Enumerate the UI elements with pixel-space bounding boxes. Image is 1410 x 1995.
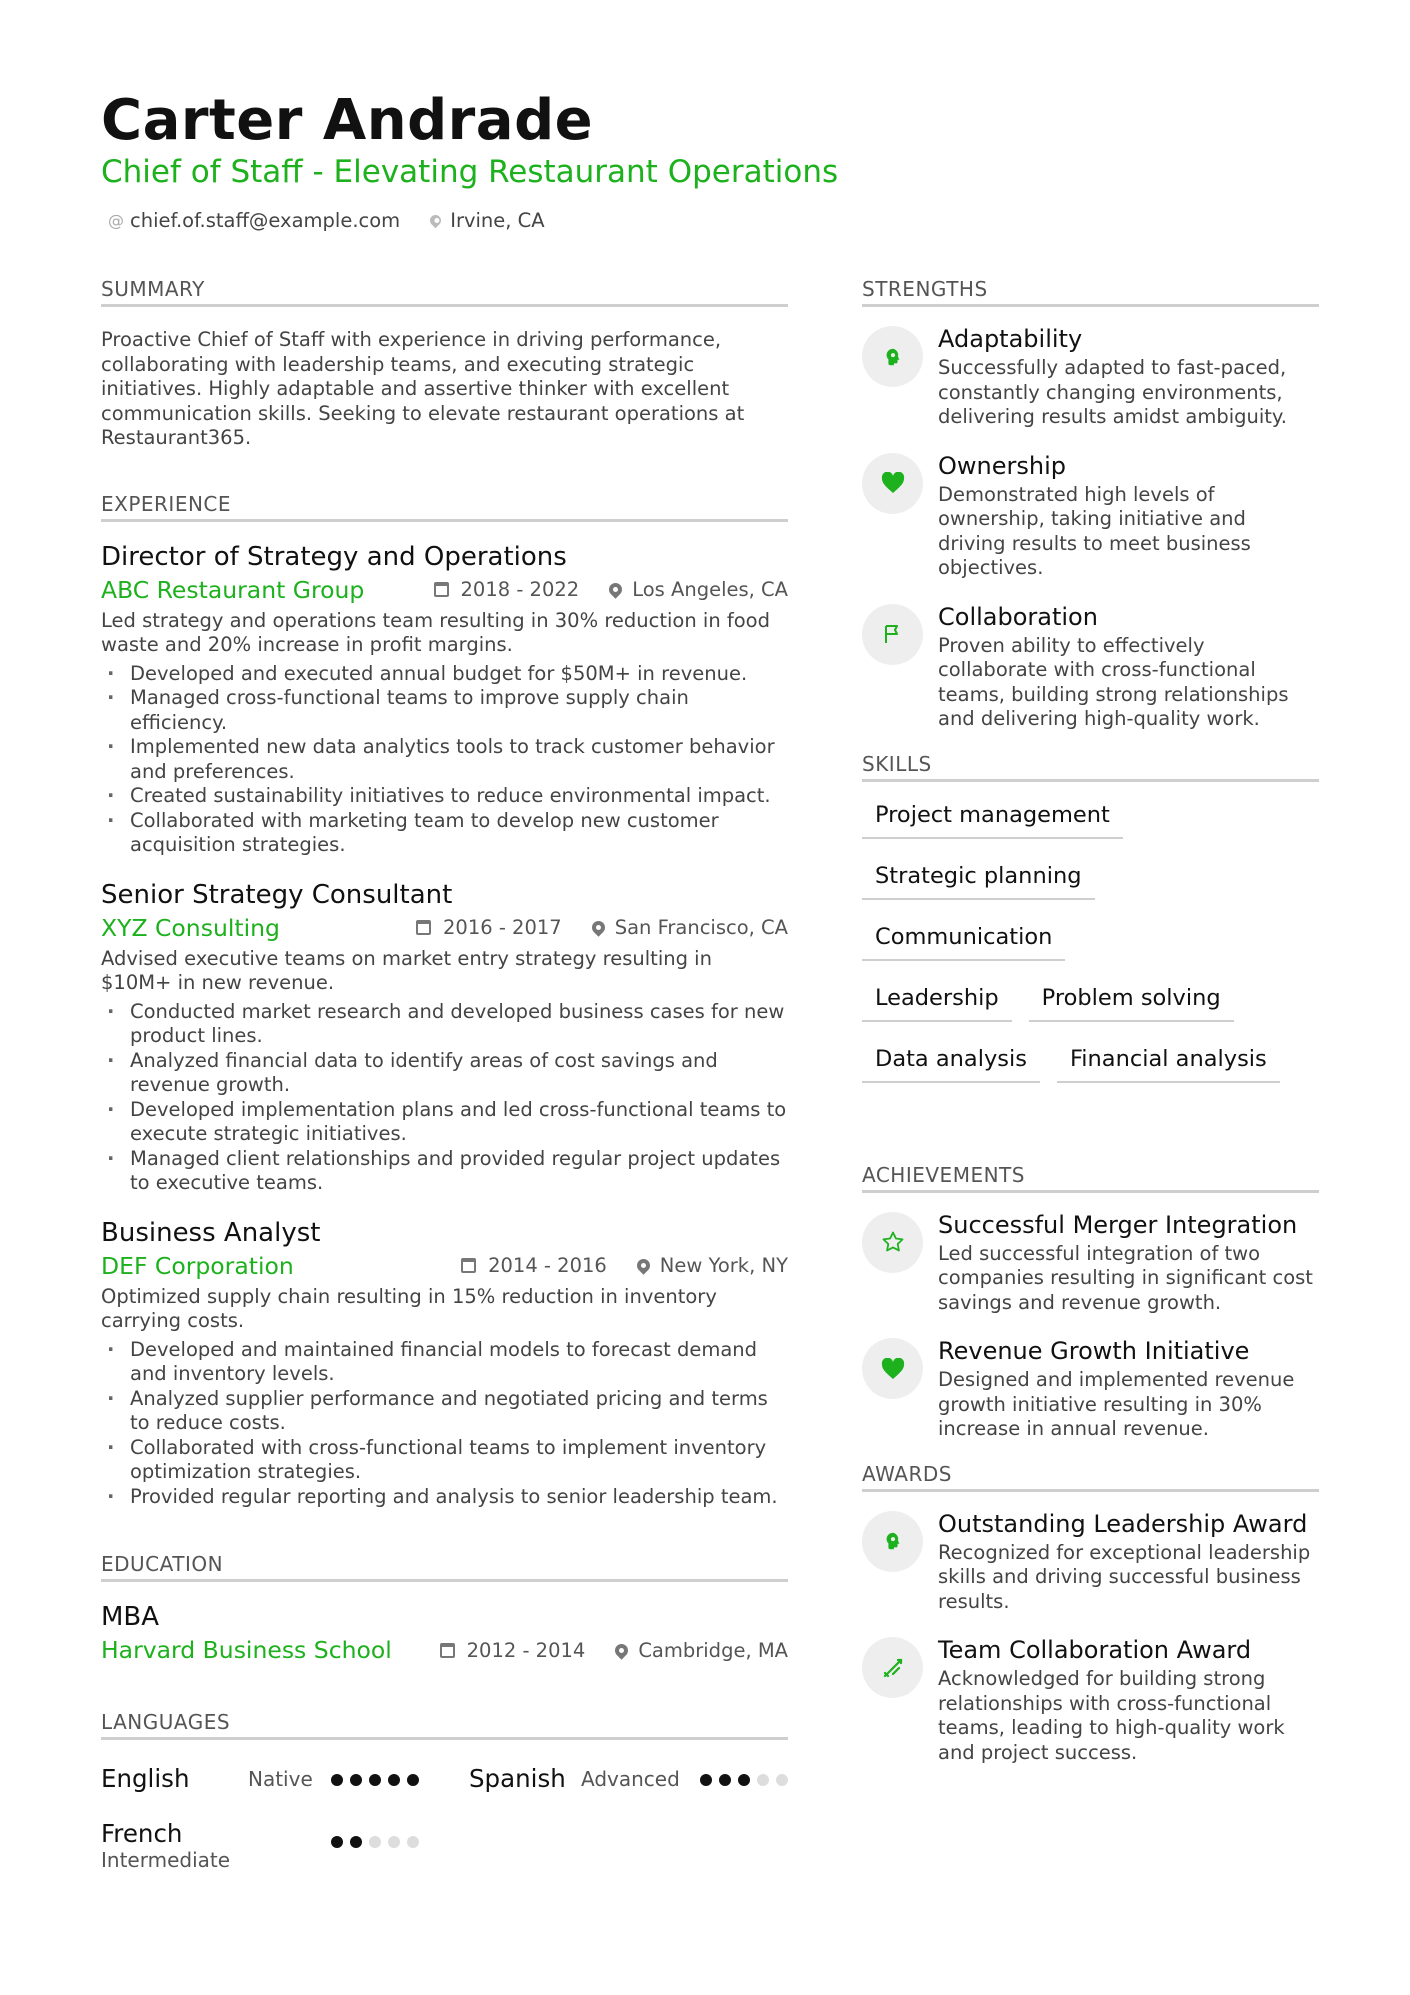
job-meta-right [461, 1254, 788, 1277]
calendar-icon [461, 1258, 476, 1273]
proficiency-dot [388, 1836, 400, 1848]
strengths-item [862, 451, 1319, 581]
job-description: Optimized supply chain resulting in 15% reduction in inventory carrying costs. [101, 1284, 717, 1332]
section-title-languages: LANGUAGES [101, 1710, 788, 1740]
achievements-item-description: Designed and implemented revenue growth initiative resulting in 30% increase in annual revenue. [938, 1368, 1295, 1440]
left-column [101, 277, 788, 1880]
awards-item-body [938, 1635, 1319, 1765]
awards-item-title: Team Collaboration Award [938, 1636, 1252, 1664]
job-title: Director of Strategy and Operations [101, 541, 567, 572]
achievements-section [862, 1163, 1319, 1442]
job-bullet: · Developed and executed annual budget for $50M+ in revenue. [101, 662, 788, 687]
flag-icon [862, 604, 923, 665]
contact-email[interactable] [108, 209, 400, 232]
section-title-experience: EXPERIENCE [101, 492, 788, 522]
proficiency-dot [757, 1774, 769, 1786]
language-level: Advanced [581, 1767, 680, 1791]
education-meta [101, 1636, 788, 1664]
summary-section [101, 277, 788, 451]
right-column [862, 277, 1319, 1765]
job-location-text: San Francisco, CA [614, 916, 788, 939]
skills-section [862, 752, 1319, 1106]
job-entry [101, 541, 788, 858]
job-bullet: · Managed cross-functional teams to improve supply chain efficiency. [101, 686, 788, 735]
job-bullet: · Created sustainability initiatives to reduce environmental impact. [101, 784, 788, 809]
handshake-icon [862, 1637, 923, 1698]
degree: MBA [101, 1602, 160, 1632]
proficiency-dot [719, 1774, 731, 1786]
company-name: DEF Corporation [101, 1251, 294, 1280]
location-pin-icon [634, 1256, 652, 1274]
strengths-item-body [938, 451, 1319, 581]
strengths-item-title: Collaboration [938, 602, 1098, 631]
proficiency-dot [776, 1774, 788, 1786]
proficiency-dot [331, 1836, 343, 1848]
achievements-item-description: Led successful integration of two companies resulting in significant cost savings and revenue growth. [938, 1241, 1313, 1314]
language-proficiency [331, 1836, 426, 1848]
language-proficiency [331, 1774, 426, 1786]
language-proficiency [700, 1774, 795, 1786]
education-dates [440, 1639, 586, 1662]
job-title: Senior Strategy Consultant [101, 879, 453, 910]
summary-text: Proactive Chief of Staff with experience in driving performance, collaborating with leadership teams, and executing strategic initiatives. Highly adaptable and assertive thinker with excellent communication skills. Seeking to elevate restaurant operations at Restaurant365. [101, 328, 745, 449]
skill-tag: Project management [862, 801, 1123, 839]
proficiency-dot [369, 1774, 381, 1786]
job-title: Business Analyst [101, 1217, 321, 1248]
candidate-headline: Chief of Staff - Elevating Restaurant Operations [101, 154, 839, 190]
star-icon [862, 1212, 923, 1273]
job-bullet: · Collaborated with cross-functional teams to implement inventory optimization strategies. [101, 1436, 788, 1485]
strengths-item [862, 324, 1319, 430]
language-name: Spanish [469, 1764, 566, 1793]
awards-item-body [938, 1509, 1319, 1615]
job-bullet: · Analyzed supplier performance and negotiated pricing and terms to reduce costs. [101, 1387, 788, 1436]
job-dates-text: 2014 - 2016 [488, 1254, 607, 1277]
achievements-item-title: Revenue Growth Initiative [938, 1337, 1250, 1365]
proficiency-dot [738, 1774, 750, 1786]
job-description: Led strategy and operations team resulting in 30% reduction in food waste and 20% increase in profit margins. [101, 608, 770, 656]
awards-item-description: Recognized for exceptional leadership skills and driving successful business results. [938, 1540, 1311, 1613]
job-meta-right [416, 916, 788, 939]
education-meta-right [440, 1639, 788, 1662]
proficiency-dot [407, 1774, 419, 1786]
proficiency-dot [331, 1774, 343, 1786]
skill-tag: Financial analysis [1057, 1045, 1280, 1083]
skill-tag: Data analysis [862, 1045, 1040, 1083]
job-bullet: · Provided regular reporting and analysis to senior leadership team. [101, 1485, 788, 1510]
awards-item-description: Acknowledged for building strong relationships with cross-functional teams, leading to high-quality work and project success. [938, 1667, 1285, 1764]
job-bullets [101, 662, 788, 858]
calendar-icon [434, 582, 449, 597]
contact-location [430, 209, 544, 232]
achievements-item-body [938, 1210, 1319, 1316]
awards-item [862, 1509, 1319, 1615]
skill-tag: Leadership [862, 984, 1012, 1022]
strengths-item-body [938, 602, 1319, 732]
achievements-item-body [938, 1336, 1319, 1442]
job-location [609, 578, 788, 601]
email-text: chief.of.staff@example.com [130, 209, 401, 232]
job-dates [461, 1254, 607, 1277]
job-meta [101, 576, 788, 604]
job-entry [101, 879, 788, 1196]
language-level: Intermediate [101, 1848, 231, 1872]
job-location-text: New York, NY [659, 1254, 788, 1277]
strengths-item-title: Adaptability [938, 325, 1083, 353]
company-name: ABC Restaurant Group [101, 575, 365, 604]
job-bullets [101, 1000, 788, 1196]
job-entry [101, 1217, 788, 1510]
strengths-item-description: Demonstrated high levels of ownership, taking initiative and driving results to meet business objectives. [938, 482, 1251, 579]
language-level: Native [248, 1767, 313, 1791]
education-location-text: Cambridge, MA [638, 1638, 788, 1662]
education-location [615, 1639, 788, 1662]
skill-tag: Communication [862, 923, 1065, 961]
proficiency-dot [350, 1836, 362, 1848]
skill-tag: Strategic planning [862, 862, 1095, 900]
strengths-item-description: Successfully adapted to fast-paced, constantly changing environments, delivering results amidst ambiguity. [938, 356, 1287, 428]
job-bullet: · Collaborated with marketing team to develop new customer acquisition strategies. [101, 809, 788, 858]
job-bullet: · Developed and maintained financial models to forecast demand and inventory levels. [101, 1338, 788, 1387]
brain-icon [862, 1511, 923, 1572]
achievements-item-title: Successful Merger Integration [938, 1210, 1298, 1239]
education-section [101, 1552, 788, 1664]
strengths-item [862, 602, 1319, 732]
job-dates [416, 916, 562, 939]
job-location [637, 1254, 788, 1277]
location-pin-icon [613, 1641, 631, 1659]
heart-icon [862, 1338, 923, 1399]
job-dates [434, 578, 580, 601]
achievements-item [862, 1336, 1319, 1442]
proficiency-dot [369, 1836, 381, 1848]
job-location-text: Los Angeles, CA [632, 578, 788, 601]
awards-item-title: Outstanding Leadership Award [938, 1509, 1308, 1538]
awards-item [862, 1635, 1319, 1765]
strengths-item-description: Proven ability to effectively collaborate with cross-functional teams, building strong relationships and delivering high-quality work. [938, 633, 1289, 730]
strengths-item-title: Ownership [938, 451, 1066, 480]
company-name: XYZ Consulting [101, 913, 280, 942]
calendar-icon [416, 920, 431, 935]
proficiency-dot [700, 1774, 712, 1786]
job-location [592, 916, 788, 939]
brain-icon [862, 326, 923, 387]
language-name: English [101, 1764, 190, 1793]
proficiency-dot [388, 1774, 400, 1786]
location-pin-icon [589, 918, 607, 936]
skills-list [862, 801, 1319, 1106]
job-dates-text: 2018 - 2022 [460, 578, 580, 601]
section-title-education: EDUCATION [101, 1552, 788, 1582]
location-pin-icon [606, 580, 624, 598]
achievements-item [862, 1210, 1319, 1316]
candidate-name: Carter Andrade [101, 88, 594, 153]
section-title-strengths: STRENGTHS [862, 277, 1319, 307]
education-dates-text: 2012 - 2014 [466, 1638, 586, 1662]
awards-section [862, 1462, 1319, 1766]
job-dates-text: 2016 - 2017 [443, 916, 562, 939]
job-bullet: · Implemented new data analytics tools to track customer behavior and preferences. [101, 735, 788, 784]
language-name: French [101, 1819, 183, 1848]
contact-line [108, 209, 575, 232]
job-meta [101, 1252, 788, 1280]
section-title-achievements: ACHIEVEMENTS [862, 1163, 1319, 1193]
skill-tag: Problem solving [1029, 984, 1234, 1022]
section-title-skills: SKILLS [862, 752, 1319, 782]
school-name: Harvard Business School [101, 1636, 392, 1664]
languages-section [101, 1710, 788, 1880]
job-meta [101, 914, 788, 942]
job-description: Advised executive teams on market entry strategy resulting in $10M+ in new revenue. [101, 946, 712, 994]
section-title-summary: SUMMARY [101, 277, 788, 307]
experience-section [101, 492, 788, 1510]
languages-list [101, 1740, 788, 1880]
strengths-item-body [938, 324, 1319, 430]
job-bullets [101, 1338, 788, 1510]
at-icon: @ [108, 211, 124, 230]
location-text: Irvine, CA [450, 209, 545, 232]
proficiency-dot [350, 1774, 362, 1786]
job-bullet: · Managed client relationships and provided regular project updates to executive teams. [101, 1147, 788, 1196]
calendar-icon [440, 1643, 455, 1658]
strengths-section [862, 277, 1319, 732]
job-bullet: · Analyzed financial data to identify areas of cost savings and revenue growth. [101, 1049, 788, 1098]
section-title-awards: AWARDS [862, 1462, 1319, 1492]
job-bullet: · Developed implementation plans and led cross-functional teams to execute strategic initiatives. [101, 1098, 788, 1147]
job-meta-right [434, 578, 789, 601]
heart-icon [862, 453, 923, 514]
job-bullet: · Conducted market research and developed business cases for new product lines. [101, 1000, 788, 1049]
location-pin-icon [428, 213, 444, 229]
proficiency-dot [407, 1836, 419, 1848]
